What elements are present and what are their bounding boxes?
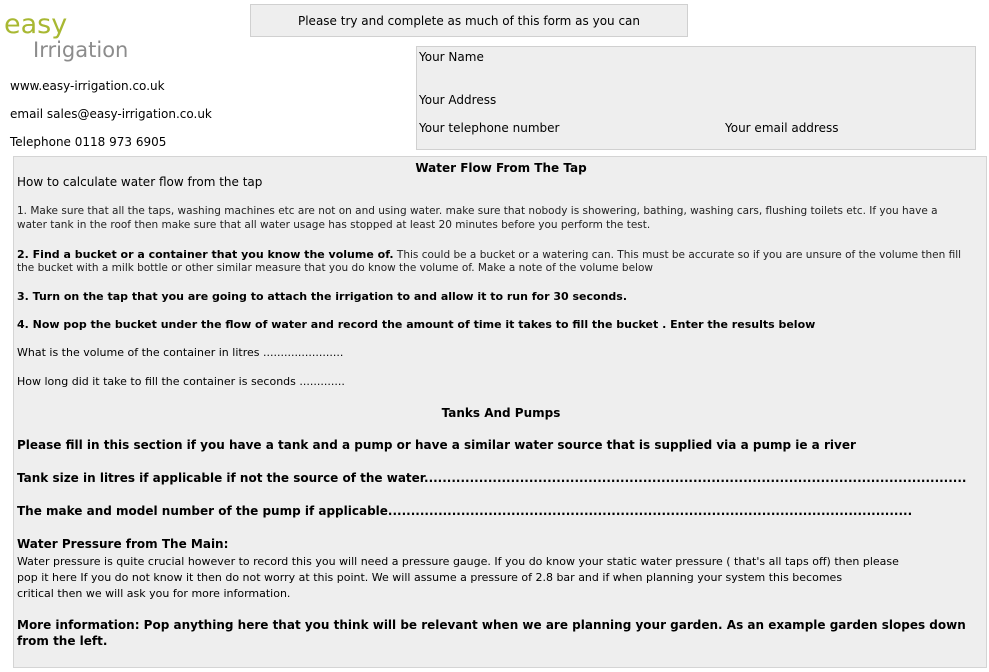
contact-website: www.easy-irrigation.co.uk [10,79,165,93]
more-information-line-2: from the left. [17,634,108,648]
contact-telephone: Telephone 0118 973 6905 [10,135,167,149]
water-pressure-line-1: Water pressure is quite crucial however to record this you will need a pressure gauge. If you do know your static water pressure ( that's all taps off) then please [17,555,899,568]
water-pressure-line-2[interactable]: pop it here If you do not know it then do not worry at this point. We will assume a pressure of 2.8 bar and if when planning your system this becomes [17,571,843,584]
step-4: 4. Now pop the bucket under the flow of water and record the amount of time it takes to fill the bucket . Enter the results below [17,318,816,331]
water-information-form [13,156,987,668]
address-field[interactable]: Your Address [419,93,497,107]
pump-model-field[interactable]: The make and model number of the pump if applicable................................................................................................................... [17,504,913,518]
tanks-intro: Please fill in this section if you have a tank and a pump or have a similar water source that is supplied via a pump ie a river [17,438,856,452]
step-3: 3. Turn on the tap that you are going to attach the irrigation to and allow it to run for 30 seconds. [17,290,628,303]
step-2-bold-text: 2. Find a bucket or a container that you know the volume of. [17,248,394,261]
water-pressure-line-3: critical then we will ask you for more information. [17,587,291,600]
step-1-line-1: 1. Make sure that all the taps, washing machines etc are not on and using water. make sure that nobody is showering, bathing, washing cars, flushing toilets etc. If you have a [17,205,938,217]
step-2-line-2: the bucket with a milk bottle or other similar measure that you do know the volume of. Make a note of the volume below [17,262,653,274]
customer-details-panel [416,46,976,150]
tank-size-field[interactable]: Tank size in litres if applicable if not the source of the water....................................................................................................................... [17,471,967,485]
form-instruction-banner: Please try and complete as much of this form as you can [250,4,688,37]
name-field[interactable]: Your Name [419,50,484,64]
tanks-pumps-heading: Tanks And Pumps [441,406,561,420]
step-2-line-1 [17,248,979,262]
water-flow-heading: Water Flow From The Tap [415,161,587,175]
water-pressure-heading: Water Pressure from The Main: [17,537,229,551]
telephone-field[interactable]: Your telephone number [419,121,560,135]
more-information-line-1[interactable]: More information: Pop anything here that you think will be relevant when we are planning your garden. As an example garden slopes down [17,618,966,632]
email-field[interactable]: Your email address [725,121,839,135]
step-2-rest-text: This could be a bucket or a watering can. This must be accurate so if you are unsure of the volume then fill [393,249,962,261]
contact-email: email sales@easy-irrigation.co.uk [10,107,212,121]
water-flow-subtitle: How to calculate water flow from the tap [17,175,263,189]
logo-word-easy: easy [4,9,68,40]
logo-word-irrigation: Irrigation [33,38,129,62]
container-volume-field[interactable]: What is the volume of the container in litres ....................... [17,346,344,359]
step-1-line-2: water tank in the roof then make sure that all water usage has stopped at least 20 minutes before you perform the test. [17,219,651,231]
fill-time-field[interactable]: How long did it take to fill the container is seconds ............. [17,375,345,388]
company-logo [4,10,144,66]
